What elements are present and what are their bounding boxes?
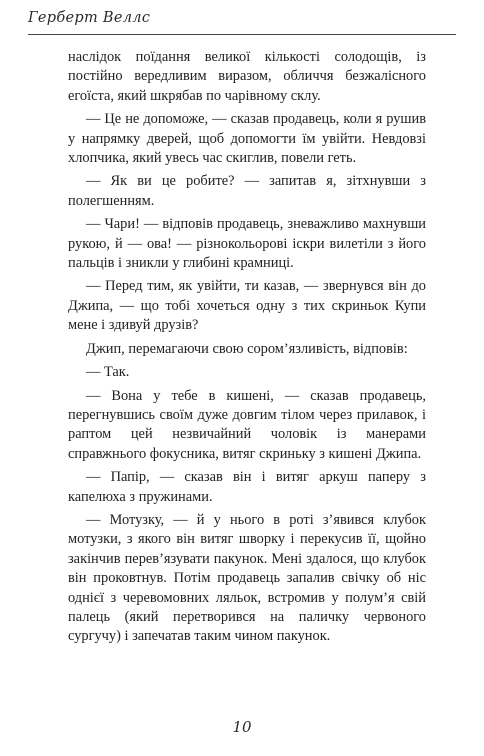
paragraph-2: — Це не допоможе, — сказав продавець, коли я рушив у напрямку дверей, щоб допомогти їм увійти. Невдовзі хлопчика, який увесь час скиглив, повели геть. bbox=[68, 111, 426, 167]
header-divider bbox=[28, 34, 456, 35]
paragraph-5: — Перед тим, як увійти, ти казав, — звернувся він до Джипа, — що тобі хочеться одну з тих скриньок Купи мене і здивуй друзів? bbox=[68, 278, 426, 334]
paragraph-1: наслідок поїдання великої кількості солодощів, із постійно вередливим виразом, обличчя безжалісного егоїста, який шкрябав по чарівному склу. bbox=[68, 49, 426, 104]
page-number: 10 bbox=[232, 718, 252, 736]
paragraph-9: — Папір, — сказав він і витяг аркуш паперу з капелюха з пружинами. bbox=[68, 469, 426, 505]
paragraph-3: — Як ви це робите? — запитав я, зітхнувши з полегшенням. bbox=[68, 173, 426, 209]
running-header-title: Герберт Веллс bbox=[28, 10, 151, 26]
page-body bbox=[68, 48, 426, 651]
paragraph-4: — Чари! — відповів продавець, зневажливо махнувши рукою, й — ова! — різнокольорові іскри вилетіли з його пальців і зникли у глибині крамниці. bbox=[68, 216, 426, 272]
paragraph-8: — Вона у тебе в кишені, — сказав продавець, перегнувшись своїм дуже довгим тілом через прилавок, і раптом цей незвичайний чоловік із манерами справжнього фокусника, витяг скриньку з кишені Джипа. bbox=[68, 387, 426, 462]
paragraph-6: Джип, перемагаючи свою сором’язливість, відповів: bbox=[86, 340, 408, 357]
paragraph-10: — Мотузку, — й у нього в роті з’явився клубок мотузки, з якого він витяг шворку і перекусив її, щойно закінчив перев’язувати пакунок. Мені здалося, що клубок він проковтнув. Потім продавець запалив свічку об ніс однієї з черевомовних ляльок, встромив у полум’я свій палець (який перетворився на паличку червоного сургучу) і запечатав таким чином пакунок. bbox=[68, 511, 426, 645]
paragraph-7: — Так. bbox=[86, 364, 130, 381]
